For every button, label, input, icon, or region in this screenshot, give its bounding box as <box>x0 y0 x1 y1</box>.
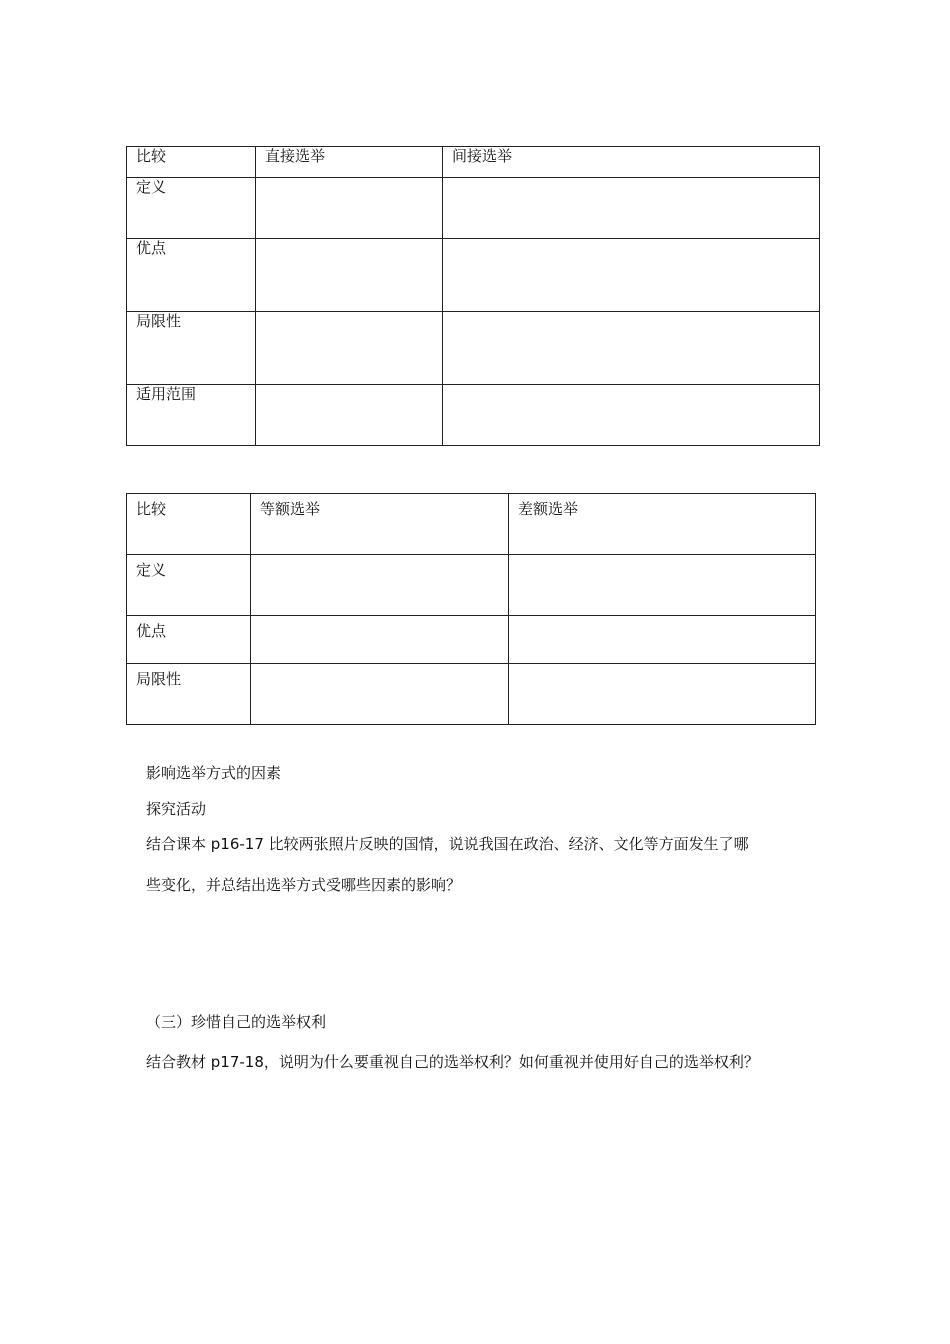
equal-competitive-election-table <box>126 493 816 725</box>
table-row <box>127 555 816 616</box>
table-row <box>127 312 820 385</box>
section-heading-three: （三）珍惜自己的选举权利 <box>146 1013 327 1031</box>
table-row <box>127 239 820 312</box>
table-cell <box>256 312 443 385</box>
activity-paragraph-line: 些变化，并总结出选举方式受哪些因素的影响？ <box>146 876 462 894</box>
row-label: 定义 <box>127 178 256 239</box>
question-paragraph: 结合教材 p17-18，说明为什么要重视自己的选举权利？如何重视并使用好自己的选举权利？ <box>146 1053 759 1071</box>
row-label: 局限性 <box>127 312 256 385</box>
table-header-row <box>127 494 816 555</box>
row-label: 定义 <box>127 555 251 616</box>
table-row <box>127 385 820 446</box>
header-cell: 直接选举 <box>256 147 443 178</box>
row-label: 适用范围 <box>127 385 256 446</box>
table-row <box>127 664 816 725</box>
table-cell <box>251 616 509 664</box>
header-cell: 等额选举 <box>251 494 509 555</box>
table-cell <box>509 616 816 664</box>
table-cell <box>509 664 816 725</box>
row-label: 局限性 <box>127 664 251 725</box>
row-label: 优点 <box>127 616 251 664</box>
header-cell: 比较 <box>127 494 251 555</box>
table-cell <box>256 239 443 312</box>
activity-paragraph-line: 结合课本 p16-17 比较两张照片反映的国情，说说我国在政治、经济、文化等方面发生了哪 <box>146 835 749 853</box>
direct-indirect-election-table <box>126 146 820 446</box>
table-cell <box>443 239 820 312</box>
table-cell <box>443 385 820 446</box>
table-cell <box>443 178 820 239</box>
header-cell: 比较 <box>127 147 256 178</box>
table-header-row <box>127 147 820 178</box>
table-cell <box>256 385 443 446</box>
table-cell <box>251 555 509 616</box>
row-label: 优点 <box>127 239 256 312</box>
table-cell <box>251 664 509 725</box>
section-heading-factors: 影响选举方式的因素 <box>146 764 282 782</box>
header-cell: 间接选举 <box>443 147 820 178</box>
table-cell <box>443 312 820 385</box>
table-cell <box>256 178 443 239</box>
table-cell <box>509 555 816 616</box>
table-row <box>127 616 816 664</box>
header-cell: 差额选举 <box>509 494 816 555</box>
table-row <box>127 178 820 239</box>
activity-label: 探究活动 <box>146 800 207 818</box>
